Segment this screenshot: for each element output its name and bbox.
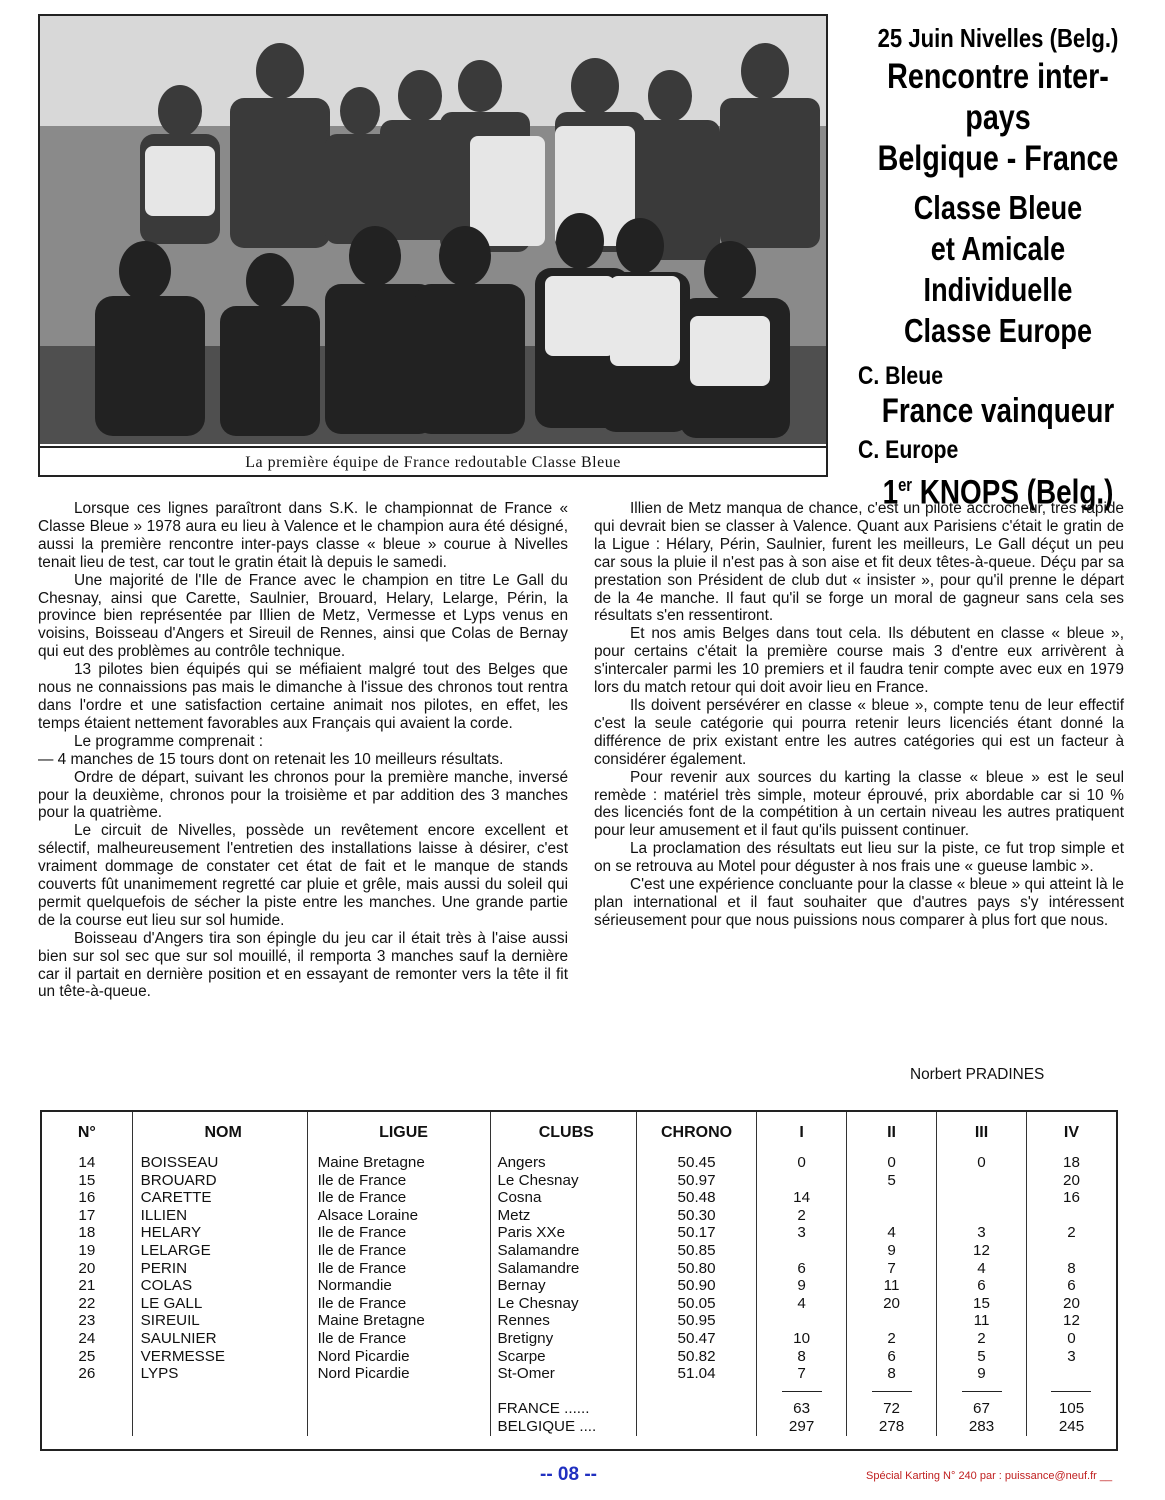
cell-ligue: Ile de France <box>307 1172 491 1190</box>
cell-round-3 <box>937 1207 1027 1225</box>
cell-nom: PERIN <box>132 1260 307 1278</box>
header-round-2: II <box>847 1112 937 1154</box>
cell-chrono: 50.48 <box>637 1189 757 1207</box>
total-empty-cell <box>307 1418 491 1436</box>
cell-chrono: 50.90 <box>637 1277 757 1295</box>
header-num: N° <box>77 1124 96 1141</box>
cell-num: 21 <box>78 1277 96 1295</box>
cell-nom: ILLIEN <box>132 1207 307 1225</box>
article-paragraph: Le programme comprenait : <box>74 732 264 750</box>
cell-num: 16 <box>78 1189 96 1207</box>
cell-club: Bretigny <box>491 1330 637 1348</box>
cell-round-1 <box>757 1312 847 1330</box>
ceurope-rank-suffix: er <box>898 475 913 495</box>
article-paragraph: Lorsque ces lignes paraîtront dans S.K. le championnat de France « Classe Bleue » 1978 aura eu lieu à Valence et le champion aura été désigné, aussi la première rencontre inter-pays classe « bleue » courue à Nivelles tenait lieu de test, car tout le gratin était là depuis le samedi. <box>38 500 568 571</box>
sum-line-cell <box>42 1383 132 1401</box>
cbleue-label: C. Bleue <box>858 362 944 390</box>
cell-num: 25 <box>78 1347 96 1365</box>
cell-round-3: 3 <box>937 1224 1027 1242</box>
cell-nom: SAULNIER <box>132 1330 307 1348</box>
cell-club: St-Omer <box>491 1365 637 1383</box>
article-paragraph: Et nos amis Belges dans tout cela. Ils débutent en classe « bleue », pour certains c'était la première course mais 3 d'entre eux arrivèrent à s'intercaler parmi les 10 premiers et il faudra tenir compte avec eux en 1979 lors du match retour qui doit avoir lieu en France. <box>594 625 1124 697</box>
sum-line <box>1051 1391 1091 1392</box>
sum-line-cell <box>307 1383 491 1401</box>
cell-num: 19 <box>78 1241 96 1259</box>
cell-club: Salamandre <box>491 1260 637 1278</box>
cell-round-3 <box>937 1172 1027 1190</box>
cell-round-1: 2 <box>757 1207 847 1225</box>
cell-round-4 <box>1026 1207 1116 1225</box>
article-paragraph: Ils doivent persévérer en classe « bleue », compte tenu de leur effectif c'est la seule catégorie qui pourra retenir leurs licenciés étant donné la différence de prix existant entre les autres catégories qui est un facteur à considérer également. <box>594 696 1124 768</box>
cell-round-3: 2 <box>937 1330 1027 1348</box>
header-chrono: CHRONO <box>637 1112 757 1154</box>
cell-chrono: 50.80 <box>637 1260 757 1278</box>
cell-ligue: Ile de France <box>307 1224 491 1242</box>
cell-nom: LE GALL <box>132 1295 307 1313</box>
total-value: 245 <box>1026 1418 1116 1436</box>
cell-chrono: 50.97 <box>637 1172 757 1190</box>
total-value: 63 <box>757 1400 847 1418</box>
headline-line-6: Classe Europe <box>903 312 1092 349</box>
cell-round-3: 5 <box>937 1348 1027 1366</box>
cell-round-4 <box>1026 1242 1116 1260</box>
cell-nom: CARETTE <box>132 1189 307 1207</box>
cell-ligue: Alsace Loraine <box>307 1207 491 1225</box>
sum-line-cell <box>132 1383 307 1401</box>
cell-round-2: 0 <box>847 1154 937 1172</box>
total-value: 283 <box>937 1418 1027 1436</box>
ceurope-label: C. Europe <box>858 436 959 464</box>
cell-round-3: 6 <box>937 1277 1027 1295</box>
cell-round-1: 14 <box>757 1189 847 1207</box>
article-paragraph: C'est une expérience concluante pour la classe « bleue » qui atteint là le plan international et il faut souhaiter que d'autres pays s'y intéressent sérieusement pour que nous puissions nous comparer à plus fort que nous. <box>594 876 1124 929</box>
cell-chrono: 50.17 <box>637 1224 757 1242</box>
cell-round-2: 9 <box>847 1242 937 1260</box>
cell-club: Le Chesnay <box>491 1172 637 1190</box>
cbleue-winner: France vainqueur <box>881 392 1115 430</box>
cell-num: 23 <box>78 1312 96 1330</box>
cell-round-4: 8 <box>1026 1260 1116 1278</box>
ceurope-rank: 1 <box>882 473 899 512</box>
cell-ligue: Ile de France <box>307 1330 491 1348</box>
header-round-4: IV <box>1026 1112 1116 1154</box>
headline-date: 25 Juin Nivelles (Belg.) <box>877 23 1119 53</box>
headline-title-1: Rencontre inter-pays <box>887 57 1109 137</box>
cell-round-4 <box>1026 1365 1116 1383</box>
article-paragraph: La proclamation des résultats eut lieu sur la piste, ce fut trop simple et on se retrouva au Motel pour déguster à nos frais une « gueuse lambic ». <box>594 840 1124 876</box>
cell-round-4: 6 <box>1026 1277 1116 1295</box>
cell-nom: BOISSEAU <box>132 1154 307 1172</box>
article-column-right <box>594 500 1124 930</box>
total-label: FRANCE ...... <box>491 1400 637 1418</box>
cell-round-1: 9 <box>757 1277 847 1295</box>
cell-round-4: 12 <box>1026 1312 1116 1330</box>
table-row <box>42 1242 1116 1260</box>
cell-num: 26 <box>78 1365 96 1383</box>
ceurope-winner: KNOPS (Belg.) <box>919 473 1114 512</box>
cell-round-4: 0 <box>1026 1330 1116 1348</box>
cell-club: Rennes <box>491 1312 637 1330</box>
article-paragraph: Pour revenir aux sources du karting la classe « bleue » est le seul remède : matériel très simple, moteur éprouvé, prix abordable car si 10 % des licenciés font de la compétition à un certain niveau les autres pratiquent pour leur amusement et il faut qu'ils puissent continuer. <box>594 768 1124 840</box>
table-row <box>42 1189 1116 1207</box>
cell-round-1: 7 <box>757 1365 847 1383</box>
cell-nom: BROUARD <box>132 1172 307 1190</box>
total-empty-cell <box>307 1400 491 1418</box>
cell-chrono: 50.05 <box>637 1295 757 1313</box>
table-row <box>42 1224 1116 1242</box>
total-label: BELGIQUE .... <box>491 1418 637 1436</box>
header-round-3: III <box>937 1112 1027 1154</box>
cell-round-2: 11 <box>847 1277 937 1295</box>
total-row <box>42 1418 1116 1436</box>
footer-credit: Spécial Karting N° 240 par : puissance@neuf.fr __ <box>866 1470 1113 1482</box>
headline-line-5: Individuelle <box>923 271 1073 308</box>
cell-round-2: 4 <box>847 1224 937 1242</box>
sum-line-cell <box>757 1383 847 1401</box>
total-value: 297 <box>757 1418 847 1436</box>
sum-line-cell <box>491 1383 637 1401</box>
cell-round-3: 9 <box>937 1365 1027 1383</box>
cell-round-4: 18 <box>1026 1154 1116 1172</box>
cell-round-1 <box>757 1172 847 1190</box>
cell-round-4: 3 <box>1026 1348 1116 1366</box>
cell-round-1: 8 <box>757 1348 847 1366</box>
cell-round-2 <box>847 1207 937 1225</box>
table-header-row <box>42 1112 1116 1154</box>
cell-round-1 <box>757 1242 847 1260</box>
cell-chrono: 50.47 <box>637 1330 757 1348</box>
cell-club: Salamandre <box>491 1242 637 1260</box>
total-empty-cell <box>132 1400 307 1418</box>
sum-line-cell <box>1026 1383 1116 1401</box>
article-signature: Norbert PRADINES <box>910 1066 1045 1083</box>
cell-num: 22 <box>78 1294 96 1312</box>
cell-num: 17 <box>78 1206 96 1224</box>
cell-round-2: 2 <box>847 1330 937 1348</box>
total-value: 72 <box>847 1400 937 1418</box>
cell-chrono: 50.45 <box>637 1154 757 1172</box>
sum-line-cell <box>847 1383 937 1401</box>
cell-round-3: 11 <box>937 1312 1027 1330</box>
cell-ligue: Nord Picardie <box>307 1365 491 1383</box>
article-paragraph: Une majorité de l'Ile de France avec le champion en titre Le Gall du Chesnay, ainsi que Carette, Saulnier, Brouard, Helary, Lelarge, Périn, la province bien représentée par Illien de Metz, Vermesse et Lyps venus en voisins, Boisseau d'Angers et Sireuil de Rennes, ainsi que Colas de Bernay qui eut des problèmes au contrôle technique. <box>38 571 568 661</box>
cell-round-4: 20 <box>1026 1295 1116 1313</box>
table-row <box>42 1260 1116 1278</box>
cell-round-2: 7 <box>847 1260 937 1278</box>
cell-club: Paris XXe <box>491 1224 637 1242</box>
total-value: 105 <box>1026 1400 1116 1418</box>
table-row <box>42 1295 1116 1313</box>
cell-round-2 <box>847 1189 937 1207</box>
headline-title-2: Belgique - France <box>877 139 1119 178</box>
headline-line-4: et Amicale <box>930 230 1066 267</box>
cell-nom: LELARGE <box>132 1242 307 1260</box>
cell-nom: VERMESSE <box>132 1348 307 1366</box>
cell-chrono: 50.30 <box>637 1207 757 1225</box>
total-empty-cell <box>42 1418 132 1436</box>
headline-line-3: Classe Bleue <box>913 189 1083 226</box>
cell-ligue: Maine Bretagne <box>307 1154 491 1172</box>
cell-ligue: Ile de France <box>307 1242 491 1260</box>
cell-num: 14 <box>78 1154 96 1171</box>
article-paragraph: Boisseau d'Angers tira son épingle du jeu car il était très à l'aise aussi bien sur sol sec que sur sol mouillé, il remporta 3 manches sauf la dernière car il partait en dernière position et en essayant de remonter vers la tête il fit un tête-à-queue. <box>38 929 568 1001</box>
table-row <box>42 1172 1116 1190</box>
total-empty-cell <box>637 1418 757 1436</box>
header-round-1: I <box>757 1112 847 1154</box>
cell-round-1: 3 <box>757 1224 847 1242</box>
cell-round-2: 6 <box>847 1348 937 1366</box>
cell-nom: SIREUIL <box>132 1312 307 1330</box>
cell-round-2: 20 <box>847 1295 937 1313</box>
cell-round-3: 0 <box>937 1154 1027 1172</box>
cell-round-3: 15 <box>937 1295 1027 1313</box>
cell-round-3: 4 <box>937 1260 1027 1278</box>
cell-round-2 <box>847 1312 937 1330</box>
cell-club: Scarpe <box>491 1348 637 1366</box>
article-paragraph: Le circuit de Nivelles, possède un revêtement encore excellent et sélectif, malheureusement l'entretien des installations laisse à désirer, c'est vraiment dommage de constater cet état de fait et le manque de stands couverts fût unanimement regretté car pluie et grêle, mais aussi du soleil qui permit quelquefois de sécher la piste entre les manches. Une grande partie de la course eut lieu sur sol humide. <box>38 822 568 929</box>
table-row <box>42 1207 1116 1225</box>
sum-line <box>872 1391 912 1392</box>
cell-round-1: 6 <box>757 1260 847 1278</box>
cell-num: 18 <box>78 1224 96 1242</box>
cell-round-4: 20 <box>1026 1172 1116 1190</box>
cell-round-1: 4 <box>757 1295 847 1313</box>
cell-num: 15 <box>78 1171 96 1189</box>
total-row <box>42 1400 1116 1418</box>
table-row <box>42 1277 1116 1295</box>
article-column-left <box>38 500 568 1001</box>
cell-nom: LYPS <box>132 1365 307 1383</box>
cell-ligue: Nord Picardie <box>307 1348 491 1366</box>
table-row <box>42 1330 1116 1348</box>
article-list-item: — 4 manches de 15 tours dont on retenait les 10 meilleurs résultats. <box>38 750 504 768</box>
cell-chrono: 50.95 <box>637 1312 757 1330</box>
headline-block <box>848 20 1148 512</box>
team-photo-illustration <box>40 16 826 444</box>
article-paragraph: Ordre de départ, suivant les chronos pour la première manche, inversé pour la deuxième, chronos pour la troisième et par addition des 3 manches pour la quatrième. <box>38 768 568 822</box>
sum-line-row <box>42 1383 1116 1401</box>
photo-caption: La première équipe de France redoutable Classe Bleue <box>40 446 826 477</box>
cell-club: Bernay <box>491 1277 637 1295</box>
cell-round-1: 10 <box>757 1330 847 1348</box>
header-ligue: LIGUE <box>307 1112 491 1154</box>
cell-round-4: 2 <box>1026 1224 1116 1242</box>
table-row <box>42 1365 1116 1383</box>
team-photo <box>40 16 826 444</box>
sum-line <box>782 1391 822 1392</box>
cell-round-1: 0 <box>757 1154 847 1172</box>
total-value: 67 <box>937 1400 1027 1418</box>
cell-club: Cosna <box>491 1189 637 1207</box>
page-number: -- 08 -- <box>540 1464 597 1485</box>
total-empty-cell <box>637 1400 757 1418</box>
cell-num: 20 <box>78 1259 96 1277</box>
cell-round-3 <box>937 1189 1027 1207</box>
cell-chrono: 50.85 <box>637 1242 757 1260</box>
results-table-frame <box>40 1110 1118 1451</box>
cell-club: Metz <box>491 1207 637 1225</box>
cell-nom: HELARY <box>132 1224 307 1242</box>
cell-chrono: 51.04 <box>637 1365 757 1383</box>
cell-club: Le Chesnay <box>491 1295 637 1313</box>
table-row <box>42 1312 1116 1330</box>
cell-ligue: Maine Bretagne <box>307 1312 491 1330</box>
article-paragraph: Illien de Metz manqua de chance, c'est un pilote accrocheur, très rapide qui devrait bien se classer à Valence. Quant aux Parisiens c'était le gratin de la Ligue : Hélary, Périn, Saulnier, furent les meilleurs, Le Gall déçut un peu car sous la pluie il n'est pas à son aise et fit deux têtes-à-queue. Déçu par sa prestation son Président de club dut « insister », pour qu'il prenne le départ de la 4e manche. Il faut qu'il se forge un moral de gagneur sans cela ses résultats s'en ressentiront. <box>594 500 1124 625</box>
sum-line-cell <box>937 1383 1027 1401</box>
total-value: 278 <box>847 1418 937 1436</box>
total-empty-cell <box>132 1418 307 1436</box>
cell-ligue: Ile de France <box>307 1260 491 1278</box>
cell-nom: COLAS <box>132 1277 307 1295</box>
total-empty-cell <box>42 1400 132 1418</box>
sum-line <box>962 1391 1002 1392</box>
cell-round-2: 8 <box>847 1365 937 1383</box>
cell-club: Angers <box>491 1154 637 1172</box>
cell-ligue: Normandie <box>307 1277 491 1295</box>
cell-round-2: 5 <box>847 1172 937 1190</box>
header-clubs: CLUBS <box>491 1112 637 1154</box>
cell-round-3: 12 <box>937 1242 1027 1260</box>
cell-ligue: Ile de France <box>307 1295 491 1313</box>
results-table <box>42 1112 1116 1436</box>
sum-line-cell <box>637 1383 757 1401</box>
cell-chrono: 50.82 <box>637 1348 757 1366</box>
team-photo-frame <box>38 14 828 477</box>
table-row <box>42 1154 1116 1172</box>
article-paragraph: 13 pilotes bien équipés qui se méfiaient malgré tout des Belges que nous ne connaissions pas mais le dimanche à l'issue des chronos tout rentra dans l'ordre et une satisfaction certaine animait nos pilotes, en effet, les temps étaient nettement favorables aux Français qui avaient la corde. <box>38 661 568 732</box>
table-row <box>42 1348 1116 1366</box>
cell-round-4: 16 <box>1026 1189 1116 1207</box>
cell-num: 24 <box>78 1329 96 1347</box>
cell-ligue: Ile de France <box>307 1189 491 1207</box>
header-nom: NOM <box>132 1112 307 1154</box>
